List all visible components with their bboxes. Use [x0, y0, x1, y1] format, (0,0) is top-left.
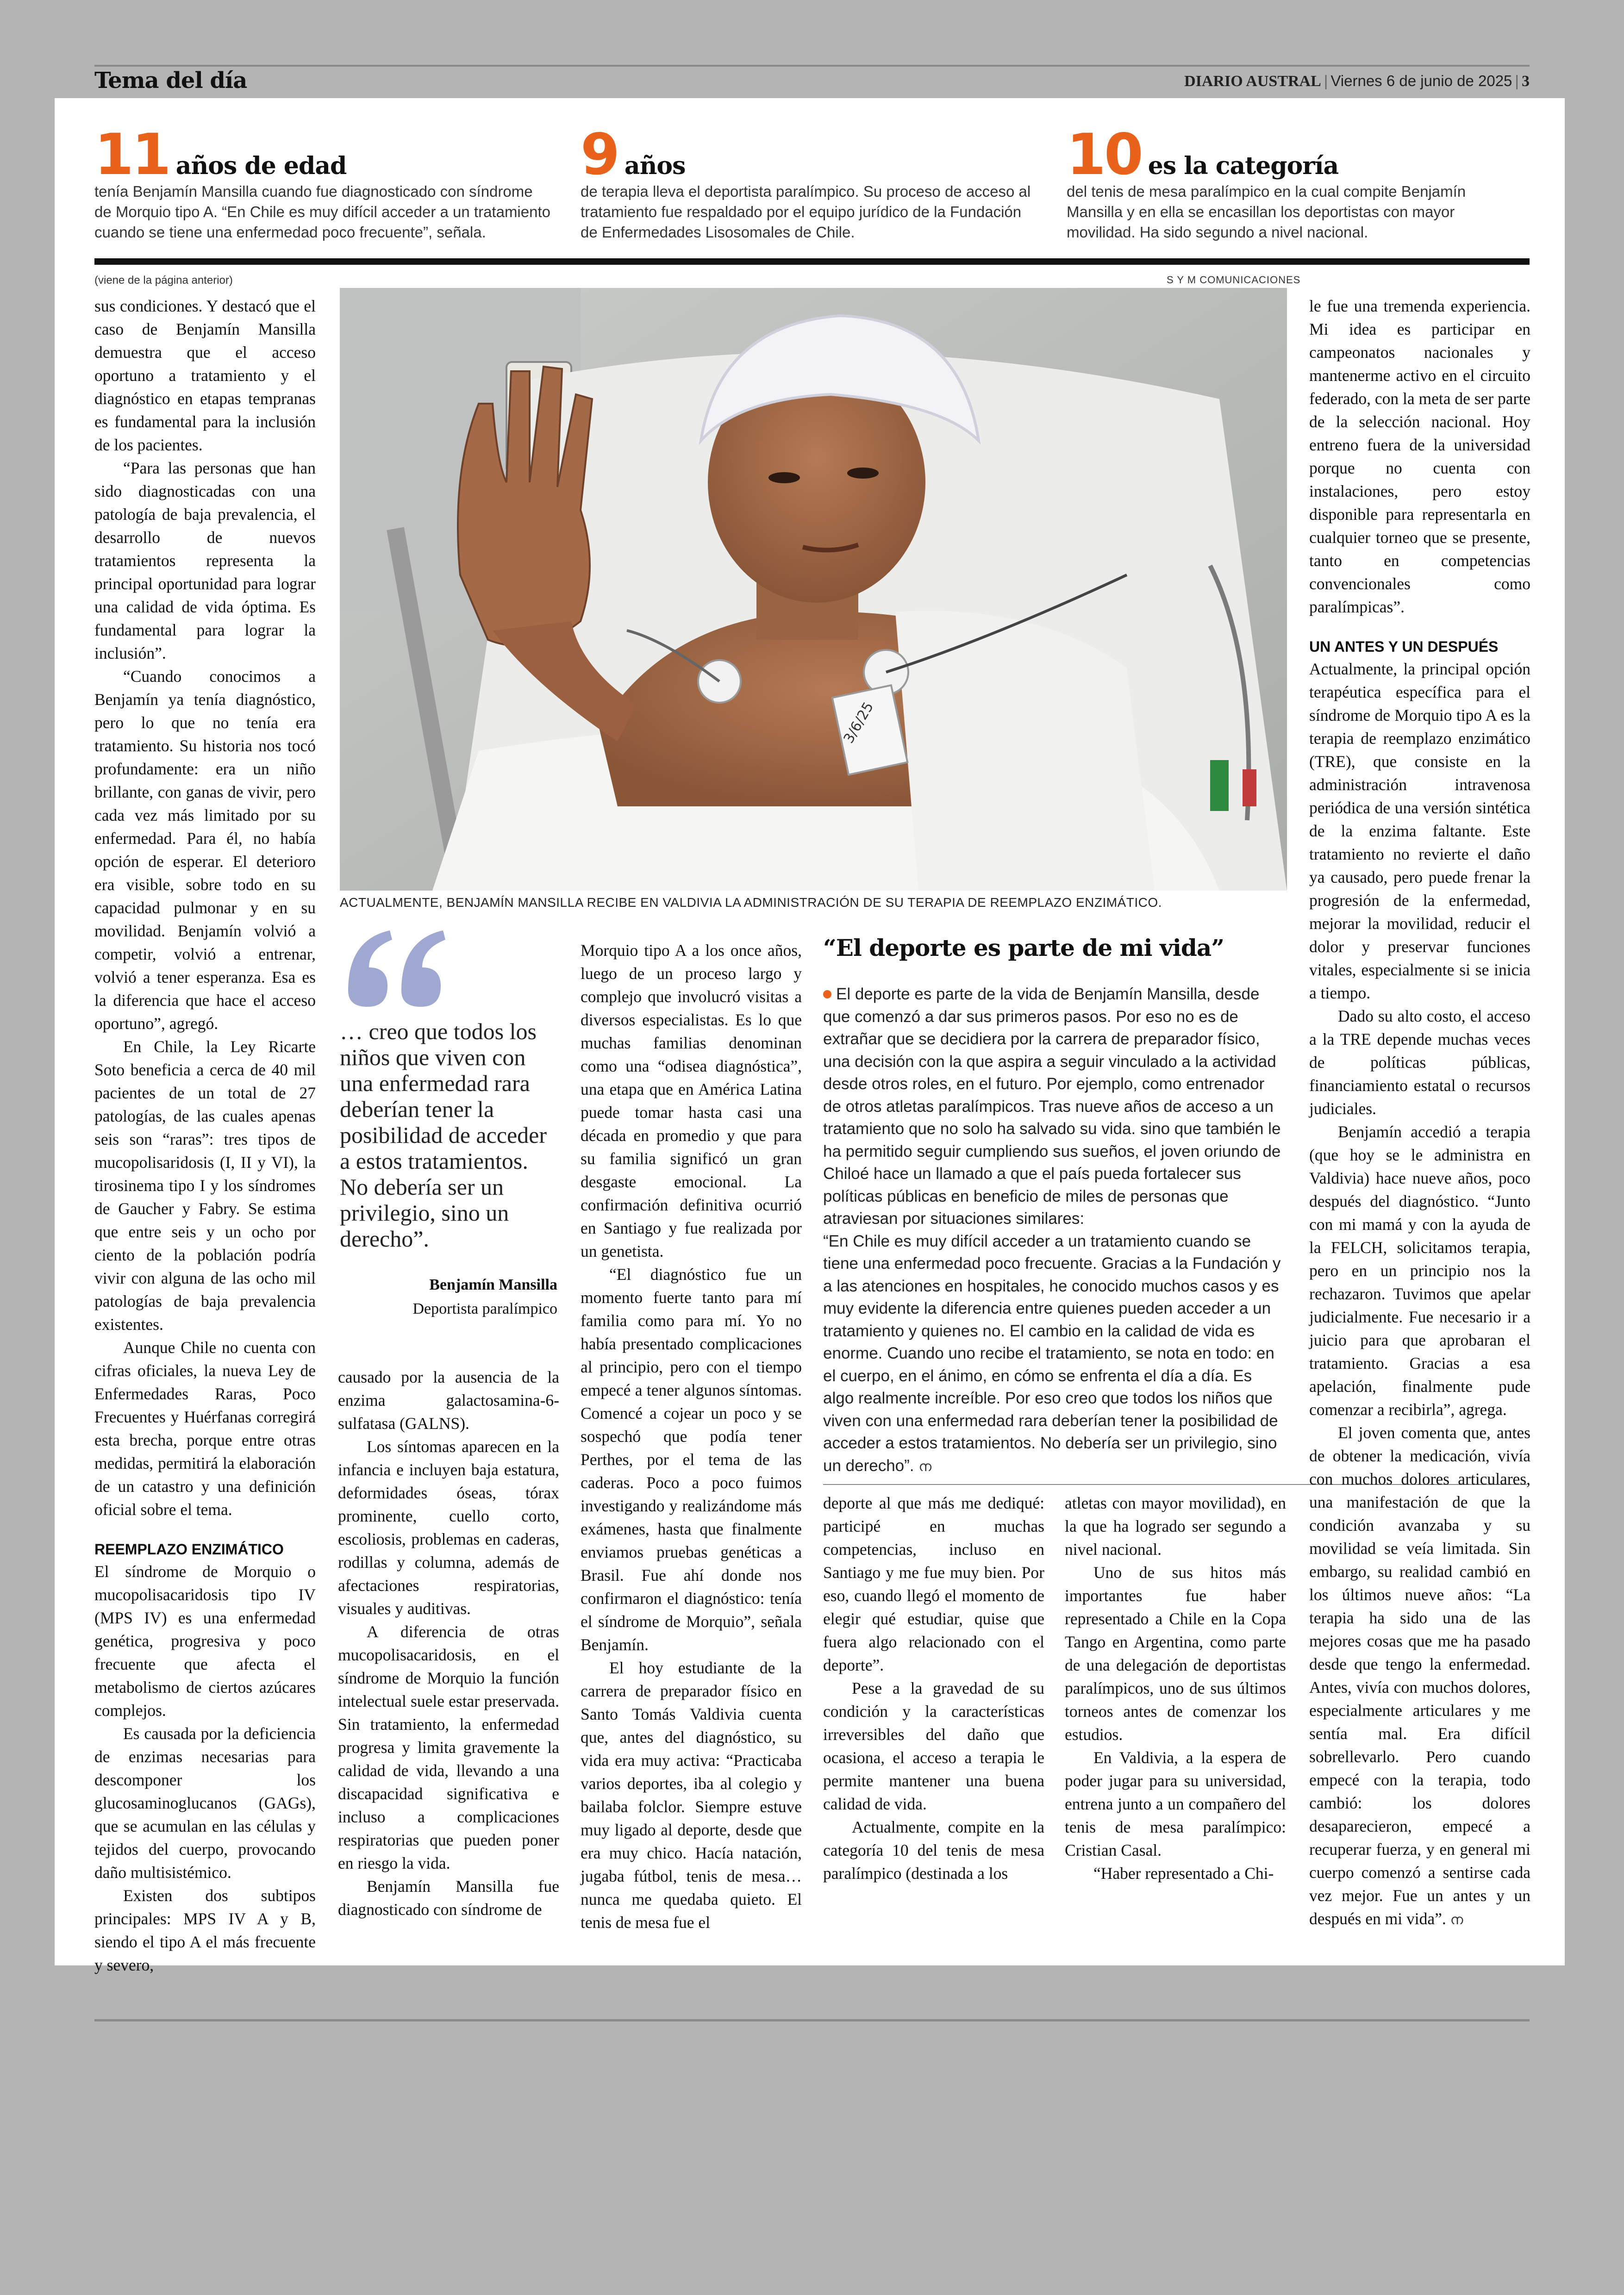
paragraph: “Haber representado a Chi- [1093, 1864, 1274, 1883]
stat-label: años de edad [175, 152, 347, 180]
section-title: Tema del día [94, 68, 247, 94]
sidebar-paragraph [823, 1230, 1286, 1478]
photo-caption: ACTUALMENTE, BENJAMÍN MANSILLA RECIBE EN VALDIVIA LA ADMINISTRACIÓN DE SU TERAPIA DE REEMPLAZO ENZIMÁTICO. [340, 895, 1162, 910]
paragraph: Morquio tipo A a los once años, luego de un proceso largo y complejo que involucró visitas a diversos especialistas. Es lo que muchas familias denominan como una “odisea diagnóstica”, una etapa que en América Latina puede tomar hasta casi una década en promedio y que para su familia significó un gran desgaste emocional. La confirmación definitiva ocurrió en Santiago y fue realizada por un genetista. [581, 941, 802, 1260]
header-rule [94, 65, 1530, 67]
continued-note: (viene de la página anterior) [94, 274, 233, 287]
paragraph: Uno de sus hitos más importantes fue haber representado a Chile en la Copa Tango en Argentina, como parte de una delegación de deportistas paralímpicos, uno de sus últimos torneos antes de comenzar los estudios. [1065, 1563, 1286, 1744]
paragraph-text: El joven comenta que, antes de obtener la medicación, vivía con muchos dolores articulares, una manifestación de que la condición avanzaba y su movilidad se veía limitada. Sin embargo, su realidad cambió en los últimos nueve años: “La terapia ha sido una de las mejores cosas que me ha pasado desde que tengo la enfermedad. Antes, vivía con muchos dolores, especialmente articulares y me sentía mal. Era difícil sobrellevarlo. Pero cuando empecé con la terapia, todo cambió: los dolores desaparecieron, empecé a recuperar fuerza, y en general mi cuerpo comenzó a sentirse cada vez mejor. Fue un antes y un después en mi vida”. [1309, 1423, 1530, 1928]
paragraph: Los síntomas aparecen en la infancia e incluyen baja estatura, deformidades óseas, tórax prominente, cuello corto, escoliosis, problemas en caderas, rodillas y columna, además de afectaciones respiratorias, visuales y auditivas. [338, 1437, 559, 1618]
paragraph: le fue una tremenda experiencia. Mi idea es participar en campeonatos nacionales y mantenerme activo en el circuito federado, con la meta de ser parte de la selección nacional. Hoy entreno fuera de la universidad porque no cuenta con instalaciones, pero estoy disponible para representarla en cualquier torneo que se presente, tanto en competencias convencionales como paralímpicas”. [1309, 297, 1531, 616]
article-column-1 [94, 294, 316, 1977]
article-column-6 [1309, 294, 1530, 1932]
sidebar-text: El deporte es parte de la vida de Benjamín Mansilla, desde que comenzó a dar sus primeros pasos. Por eso no es de extrañar que se decidiera por la carrera de preparador físico, una decisión con la que aspira a seguir vinculado a la actividad desde otros roles, en el futuro. Por ejemplo, como entrenador de otros atletas paralímpicos. Tras nueve años de acceso a un tratamiento que no solo ha salvado su vida. sino que también le ha permitido seguir cumpliendo sus sueños, el joven oriundo de Chiloé hace un llamado a que el país pueda fortalecer sus políticas públicas en beneficio de miles de personas que atraviesan por situaciones similares: [823, 985, 1281, 1228]
paragraph: atletas con mayor movilidad), en la que ha logrado ser segundo a nivel nacional. [1065, 1494, 1286, 1559]
paragraph: Existen dos subtipos principales: MPS IV A y B, siendo el tipo A el más frecuente y severo, [94, 1886, 316, 1974]
sidebar-paragraph [823, 983, 1286, 1230]
paragraph: sus condiciones. Y destacó que el caso de Benjamín Mansilla demuestra que el acceso oportuno a tratamiento y el diagnóstico en etapas tempranas es fundamental para la inclusión de los pacientes. [94, 297, 316, 454]
article-column-4 [823, 1491, 1044, 1885]
stat-label: es la categoría [1148, 152, 1339, 180]
paper-name: DIARIO AUSTRAL [1184, 73, 1321, 90]
paragraph: El síndrome de Morquio o mucopolisacaridosis tipo IV (MPS IV) es una enfermedad genética, progresiva y poco frecuente que afecta el metabolismo de ciertos azúcares complejos. [94, 1562, 316, 1720]
stats-row [94, 122, 1530, 253]
page-number: 3 [1522, 73, 1530, 90]
paragraph: En Chile, la Ley Ricarte Soto beneficia a cerca de 40 mil pacientes de un total de 27 patologías, de las cuales apenas seis son “raras”: tres tipos de mucopolisaridosis (I, II y VI), la tirosinema tipo I y los síndromes de Gaucher y Fabry. Se estima que entre seis y un ocho por ciento de la población podría vivir con alguna de las ocho mil patologías de baja prevalencia existentes. [94, 1037, 316, 1334]
hero-photo [340, 288, 1287, 891]
quote-mark-icon [344, 921, 450, 1014]
paragraph: En Valdivia, a la espera de poder jugar para su universidad, entrena junto a un compañero del tenis de mesa paralímpico: Cristian Casal. [1065, 1748, 1286, 1859]
end-mark-icon: ന [918, 1458, 932, 1475]
paragraph: deporte al que más me dediqué: participé en muchas competencias, incluso en Santiago y me fue muy bien. Por eso, cuando llegó el momento de elegir qué estudiar, quise que fuera algo relacionado con el deporte”. [823, 1494, 1044, 1674]
subheading-reemplazo: REEMPLAZO ENZIMÁTICO [94, 1541, 284, 1558]
end-mark-icon: ന [1450, 1912, 1463, 1928]
paragraph: “Cuando conocimos a Benjamín ya tenía diagnóstico, pero lo que no tenía era tratamiento. Su historia nos tocó profundamente: era un niño brillante, con ganas de vivir, pero cada vez más limitado por su enfermedad. Para él, no había opción de esperar. El deterioro era visible, sobre todo en su capacidad pulmonar y en su movilidad. Benjamín volvió a competir, volvió a entrenar, volvió a tener esperanza. Esa es la diferencia que hace el acceso oportuno”, agregó. [94, 667, 316, 1033]
paragraph: causado por la ausencia de la enzima galactosamina-6-sulfatasa (GALNS). [338, 1368, 559, 1433]
article-column-5 [1065, 1491, 1286, 1885]
masthead-info: DIARIO AUSTRAL | Viernes 6 de junio de 2025 | 3 [1184, 72, 1530, 90]
sidebar-title: “El deporte es parte de mi vida” [823, 934, 1224, 961]
article-column-3 [581, 939, 802, 1934]
stat-number: 11 [94, 122, 169, 187]
paragraph: Benjamín accedió a terapia (que hoy se le administra en Valdivia) hace nueve años, poco después del diagnóstico. “Junto con mi mamá y con la ayuda de la FELCH, solicitamos terapia, pero en un principio nos la rechazaron. Tuvimos que apelar judicialmente. Fue necesario ir a juicio para que aprobaran el tratamiento. Gracias a esa apelación, finalmente pude comenzar a recibirla”, agrega. [1309, 1123, 1530, 1419]
hospital-photo-illustration [340, 288, 1287, 891]
paragraph: Dado su alto costo, el acceso a la TRE depende muchas veces de políticas públicas, financiamiento estatal o recursos judiciales. [1309, 1007, 1530, 1118]
bullet-icon [823, 990, 831, 998]
paragraph: A diferencia de otras mucopolisacaridosis, en el síndrome de Morquio la función intelectual suele estar preservada. Sin tratamiento, la enfermedad progresa y limita gravemente la calidad de vida, llevando a una discapacidad significativa e incluso a complicaciones respiratorias que pueden poner en riesgo la vida. [338, 1622, 559, 1872]
paragraph [1309, 1421, 1530, 1932]
paragraph: Es causada por la deficiencia de enzimas necesarias para descomponer los glucosaminoglucanos (GAGs), que se acumulan en las células y tejidos del cuerpo, provocando daño multisistémico. [94, 1724, 316, 1882]
paragraph: Aunque Chile no cuenta con cifras oficiales, la nueva Ley de Enfermedades Raras, Poco Frecuentes y Huérfanas corregirá esta brecha, porque entre otras medidas, permitirá la elaboración de un catastro y una definición oficial sobre el tema. [94, 1338, 316, 1519]
quote-attribution [340, 1273, 557, 1321]
subheading-antes-despues: UN ANTES Y UN DESPUÉS [1309, 638, 1499, 655]
stat-category [1067, 122, 1525, 243]
paragraph: Pese a la gravedad de su condición y la características irreversibles del daño que ocasiona, el acceso a terapia le permite mantener una buena calidad de vida. [823, 1679, 1044, 1813]
paragraph: “El diagnóstico fue un momento fuerte tanto para mí familia como para mí. Yo no había presentado complicaciones al principio, pero con el tiempo empecé a tener algunos síntomas. Comencé a cojear un poco y se sospechó que podía tener Perthes, por el tema de las caderas. Poco a poco fuimos investigando y realizándome más exámenes, hasta que finalmente enviamos pruebas genéticas a Brasil. Fue ahí donde nos confirmaron el diagnóstico: tenía el síndrome de Morquio”, señala Benjamín. [581, 1265, 802, 1654]
stat-number: 9 [581, 122, 618, 187]
paragraph: “Para las personas que han sido diagnosticadas con una patología de baja prevalencia, el desarrollo de nuevos tratamientos representa la principal oportunidad para lograr una calidad de vida óptima. Es fundamental para lograr la inclusión”. [94, 459, 316, 662]
stat-number: 10 [1067, 122, 1142, 187]
stats-rule [94, 258, 1530, 265]
paragraph: Benjamín Mansilla fue diagnosticado con síndrome de [338, 1877, 559, 1919]
pull-quote: … creo que todos los niños que viven con una enfermedad rara deberían tener la posibilidad de acceder a estos tratamientos. No debería ser un privilegio, sino un derecho”. [340, 1018, 547, 1252]
stat-label: años [624, 152, 686, 180]
quote-role: Deportista paralímpico [412, 1300, 557, 1317]
stat-years [581, 122, 1039, 243]
stat-text: tenía Benjamín Mansilla cuando fue diagnosticado con síndrome de Morquio tipo A. “En Chile es muy difícil acceder a un tratamiento cuando se tiene una enfermedad poco frecuente”, señala. [94, 183, 550, 241]
stat-text: de terapia lleva el deportista paralímpico. Su proceso de acceso al tratamiento fue respaldado por el equipo jurídico de la Fundación de Enfermedades Lisosomales de Chile. [581, 183, 1031, 241]
sidebar-box [823, 983, 1286, 1478]
paragraph: Actualmente, la principal opción terapéutica específica para el síndrome de Morquio tipo A es la terapia de reemplazo enzimático (TRE), que consiste en la administración intravenosa periódica de una versión sintética de la enzima faltante. Este tratamiento no revierte el daño ya causado, pero puede frenar la progresión de la enfermedad, mejorar la movilidad, reducir el dolor y preservar funciones vitales, especialmente si se inicia a tiempo. [1309, 660, 1530, 1002]
paragraph: Actualmente, compite en la categoría 10 del tenis de mesa paralímpico (destinada a los [823, 1818, 1044, 1883]
sidebar-text: “En Chile es muy difícil acceder a un tratamiento cuando se tiene una enfermedad poco frecuente. Gracias a la Fundación y a las atenciones en hospitales, he conocido muchos casos y es muy evidente la diferencia entre quienes pueden acceder a un tratamiento y quienes no. El cambio en la calidad de vida es enorme. Cuando uno recibe el tratamiento, se nota en todo: en el cuerpo, en el ánimo, en cómo se enfrenta el día a día. Es algo realmente increíble. Por eso creo que todos los niños que viven con una enfermedad rara deberían tener la posibilidad de acceder a estos tratamientos. No debería ser un privilegio, sino un derecho”. [823, 1232, 1281, 1475]
footer-rule [94, 2019, 1530, 2021]
photo-credit: S Y M COMUNICACIONES [1167, 274, 1301, 286]
paragraph: El hoy estudiante de la carrera de preparador físico en Santo Tomás Valdivia cuenta que, antes del diagnóstico, su vida era muy activa: “Practicaba varios deportes, iba al colegio y bailaba folclor. Siempre estuve muy ligado al deporte, desde que era muy chico. Hacía natación, jugaba fútbol, tenis de mesa… nunca me quedaba quieto. El tenis de mesa fue el [581, 1659, 802, 1932]
stat-text: del tenis de mesa paralímpico en la cual compite Benjamín Mansilla y en ella se encasillan los deportistas con mayor movilidad. Ha sido segundo a nivel nacional. [1067, 183, 1466, 241]
stat-age [94, 122, 553, 243]
quote-author: Benjamín Mansilla [429, 1276, 557, 1293]
dressing-label: 3/6/25 [840, 699, 877, 746]
article-column-2 [338, 1366, 559, 1921]
issue-date: Viernes 6 de junio de 2025 [1330, 72, 1512, 89]
